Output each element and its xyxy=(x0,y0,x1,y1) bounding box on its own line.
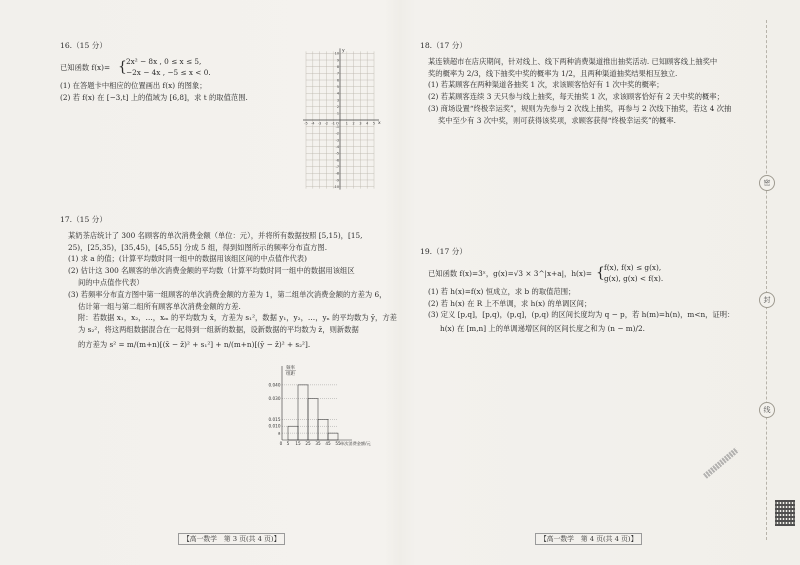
q17-line: 估计第一组与第二组所有顾客单次消费金额的方差. xyxy=(78,301,241,311)
q16-stem: 已知函数 f(x)= xyxy=(60,62,111,72)
coordinate-grid xyxy=(300,46,380,196)
hist-xlabel: 单次消费金额/元 xyxy=(340,441,371,446)
y-tick-label: -8 xyxy=(335,171,339,176)
q18-heading: 18.（17 分） xyxy=(420,41,467,50)
q17-line: 间的中点值作代表） xyxy=(78,277,144,287)
origin-label: O xyxy=(336,121,339,126)
y-tick-label: 3 xyxy=(336,98,339,103)
y-tick-label: 6 xyxy=(336,78,339,83)
hist-axes xyxy=(282,366,352,440)
q17-line: (1) 求 a 的值；(计算平均数时同一组中的数据用该组区间的中点值作代表) xyxy=(68,254,307,264)
barcode-stamp xyxy=(703,447,739,479)
x-axis-label: x xyxy=(378,121,381,126)
margin-mark-seal: 密 xyxy=(759,175,775,191)
hist-x-tick: 15 xyxy=(295,441,301,446)
q19-heading: 19.（17 分） xyxy=(420,247,467,256)
x-tick-label: 1 xyxy=(345,121,348,126)
hist-x-tick: 5 xyxy=(286,441,290,446)
x-tick-label: -2 xyxy=(324,121,329,126)
q19-stem: 已知函数 f(x)=3ˣ，g(x)=√3 × 3^|x+a|，h(x)= xyxy=(428,268,592,278)
q18-line: 奖的概率为 2/3，线下抽奖中奖的概率为 1/2，且两种渠道抽奖结果相互独立. xyxy=(428,68,678,78)
hist-y-tick: 0.010 xyxy=(268,423,281,429)
hist-y-tick: 0.015 xyxy=(268,416,281,422)
q17-line: 25)，[25,35)，[35,45)，[45,55] 分成 5 组，得到如图所示的频率分布直方图. xyxy=(68,242,328,252)
hist-y-tick: a xyxy=(277,430,281,436)
q18-line: (3) 商场设置“终极幸运奖”，规则为先参与 2 次线上抽奖，再参与 2 次线下抽奖，若这 4 次抽 xyxy=(428,103,732,113)
q19-line: (3) 定义 [p,q]，[p,q)，(p,q]，(p,q) 的区间长度均为 q − p，若 h(m)=h(n)，m<n，证明： xyxy=(428,310,735,320)
q17-formula: 的方差为 s² = m/(m+n)[(x̄ − z̄)² + s₁²] + n/(m+n)[(ȳ − z̄)² + s₂²]. xyxy=(78,339,311,349)
hist-y-tick: 0.030 xyxy=(268,396,281,402)
brace: { xyxy=(118,58,127,75)
q18-line: 某连锁超市在店庆期间，针对线上、线下两种消费渠道推出抽奖活动. 已知顾客线上抽奖中 xyxy=(428,56,718,66)
q16-piece1: 2x² − 8x , 0 ≤ x ≤ 5, xyxy=(126,56,202,66)
y-tick-label: -4 xyxy=(335,144,339,149)
hist-ylabel-top: 频率 xyxy=(286,366,295,371)
hist-labels xyxy=(269,364,372,447)
footer-page-4: 【高一数学 第 4 页(共 4 页)】 xyxy=(535,533,642,545)
x-tick-label: -3 xyxy=(317,121,322,126)
q19-line: (2) 若 h(x) 在 R 上不单调，求 h(x) 的单调区间； xyxy=(428,298,592,308)
question-17 xyxy=(60,214,400,354)
hist-y-tick: 0.040 xyxy=(268,382,281,388)
x-tick-label: 4 xyxy=(366,121,369,126)
y-tick-label: -5 xyxy=(335,151,339,156)
q19-piece2: g(x), g(x) < f(x). xyxy=(604,273,664,283)
question-18 xyxy=(420,40,740,127)
q18-line: 奖中至少有 3 次中奖，则可获得该奖项，求顾客获得“终极幸运奖”的概率. xyxy=(438,115,676,125)
y-axis-label: y xyxy=(342,48,345,54)
y-tick-label: 8 xyxy=(336,64,339,69)
q16-piece2: −2x − 4x , −5 ≤ x < 0. xyxy=(126,67,211,77)
y-tick-label: 7 xyxy=(336,71,339,76)
y-tick-label: -9 xyxy=(335,178,339,183)
x-tick-label: -1 xyxy=(331,121,335,126)
q17-heading: 17.（15 分） xyxy=(60,215,107,224)
q16-part1: (1) 在答题卡中相应的位置画出 f(x) 的图象； xyxy=(60,80,207,90)
x-tick-label: -5 xyxy=(304,121,308,126)
hist-x-tick: 25 xyxy=(305,441,311,446)
hist-gridlines xyxy=(282,385,338,433)
x-tick-label: -4 xyxy=(311,121,315,126)
hist-bar xyxy=(318,419,328,440)
q17-line: (2) 估计这 300 名顾客的单次消费金额的平均数（计算平均数时同一组中的数据用该组区 xyxy=(68,266,355,276)
y-tick-label: -7 xyxy=(335,164,339,169)
hist-bars xyxy=(288,385,338,440)
hist-x-tick: 0 xyxy=(279,441,283,446)
y-tick-label: -10 xyxy=(333,184,339,189)
hist-bar xyxy=(328,433,338,440)
y-tick-label: 4 xyxy=(336,91,339,96)
y-tick-label: 9 xyxy=(336,58,339,63)
q17-line: (3) 若频率分布直方图中第一组顾客的单次消费金额的方差为 1，第二组单次消费金额的方差为 6， xyxy=(68,289,387,299)
q18-line: (2) 若某顾客连续 3 天只参与线上抽奖，每天抽奖 1 次，求该顾客恰好有 2 天中奖的概率； xyxy=(428,92,724,102)
grid-axes xyxy=(303,48,379,189)
q19-piece1: f(x), f(x) ≤ g(x), xyxy=(604,262,662,272)
margin-mark-seal: 封 xyxy=(759,292,775,308)
y-tick-label: 10 xyxy=(334,51,339,56)
qr-code-icon xyxy=(775,500,795,526)
margin-mark-seal: 线 xyxy=(759,402,775,418)
y-tick-label: -2 xyxy=(335,131,339,136)
frequency-histogram xyxy=(250,360,400,460)
y-tick-label: 5 xyxy=(336,84,339,89)
q17-line: 附：若数据 x₁，x₂，…，xₘ 的平均数为 x̄，方差为 s₁²，数据 y₁，y₂，…，yₙ 的平均数为 ȳ，方差 xyxy=(78,313,397,323)
q17-line: 某奶茶店统计了 300 名顾客的单次消费金额（单位：元），并将所有数据按照 [5,15)，[15, xyxy=(68,230,363,240)
x-tick-label: 3 xyxy=(359,121,362,126)
binding-line xyxy=(766,20,768,540)
q19-line: h(x) 在 [m,n] 上的单调递增区间的区间长度之和为 (n − m)/2. xyxy=(440,324,645,334)
right-column xyxy=(420,40,740,334)
x-tick-label: 5 xyxy=(372,121,376,126)
q16-heading: 16.（15 分） xyxy=(60,41,107,50)
y-tick-label: -1 xyxy=(335,124,339,129)
question-19 xyxy=(420,246,740,337)
grid-labels xyxy=(304,48,381,189)
hist-bar xyxy=(298,385,308,440)
hist-x-tick: 55 xyxy=(335,441,341,446)
hist-ylabel-bottom: 组距 xyxy=(286,372,295,377)
y-tick-label: 1 xyxy=(336,111,339,116)
footer-page-3: 【高一数学 第 3 页(共 4 页)】 xyxy=(178,533,285,545)
y-tick-label: 2 xyxy=(336,104,339,109)
brace: { xyxy=(596,264,605,281)
hist-x-tick: 45 xyxy=(325,441,331,446)
q17-line: 为 s₂²，将这两组数据混合在一起得到一组新的数据，设新数据的平均数为 z̄，则新数据 xyxy=(78,325,359,335)
q18-line: (1) 若某顾客在两种渠道各抽奖 1 次，求该顾客恰好有 1 次中奖的概率； xyxy=(428,80,664,90)
hist-x-tick: 35 xyxy=(315,441,321,446)
x-tick-label: 2 xyxy=(352,121,355,126)
q19-line: (1) 若 h(x)=f(x) 恒成立，求 b 的取值范围； xyxy=(428,286,576,296)
y-tick-label: -6 xyxy=(335,158,339,163)
q16-part2: (2) 若 f(x) 在 [−3,t] 上的值域为 [6,8]，求 t 的取值范围. xyxy=(60,92,248,102)
y-tick-label: -3 xyxy=(335,138,339,143)
